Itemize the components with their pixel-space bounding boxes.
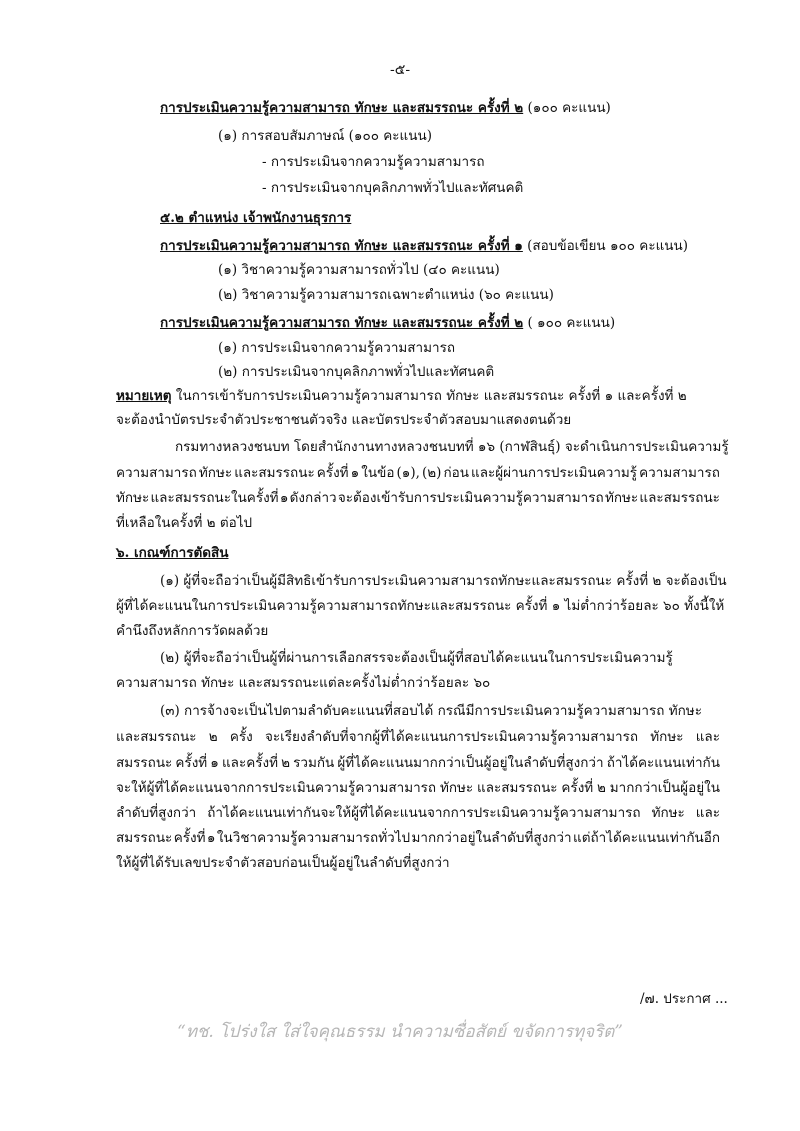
section-round2-heading: การประเมินความรู้ความสามารถ ทักษะ และสมรรถนะ ครั้งที่ ๒ bbox=[160, 100, 524, 116]
criteria-line: (๑) ผู้ที่จะถือว่าเป็นผู้มีสิทธิเข้ารับการประเมินความสามารถทักษะและสมรรถนะ ครั้งที่ ๒ จะต้องเป็น bbox=[160, 573, 727, 589]
criteria-line: ผู้ที่ได้คะแนนในการประเมินความรู้ความสามารถทักษะและสมรรถนะ ครั้งที่ ๑ ไม่ต่ำกว่าร้อยละ ๖๐ ทั้งนี้ให้ bbox=[116, 598, 725, 614]
criteria-line: และสมรรถนะ ๒ ครั้ง จะเรียงลำดับที่จากผู้ที่ได้คะแนนการประเมินความรู้ความสามารถ ทักษะ และ bbox=[116, 729, 720, 745]
criteria-heading: ๖. เกณฑ์การตัดสิน bbox=[116, 545, 229, 561]
continuation-marker: /๗. ประกาศ ... bbox=[640, 991, 728, 1007]
section-round2-score: (๑๐๐ คะแนน) bbox=[527, 100, 611, 116]
position-round2-item: (๒) การประเมินจากบุคลิกภาพทั่วไปและทัศนคติ bbox=[218, 364, 495, 380]
criteria-line: (๓) การจ้างจะเป็นไปตามลำดับคะแนนที่สอบได้ กรณีมีการประเมินความรู้ความสามารถ ทักษะ bbox=[160, 703, 702, 719]
position-round1-item: (๒) วิชาความรู้ความสามารถเฉพาะตำแหน่ง (๖๐ คะแนน) bbox=[218, 287, 554, 303]
page-number: -๕- bbox=[390, 62, 411, 78]
position-round2-score: ( ๑๐๐ คะแนน) bbox=[527, 315, 616, 331]
note-label: หมายเหตุ bbox=[116, 388, 172, 404]
criteria-line: ความสามารถ ทักษะ และสมรรถนะแต่ละครั้งไม่ต่ำกว่าร้อยละ ๖๐ bbox=[116, 675, 491, 691]
position-round2-item: (๑) การประเมินจากความรู้ความสามารถ bbox=[218, 340, 456, 356]
criteria-line: ลำดับที่สูงกว่า ถ้าได้คะแนนเท่ากันจะให้ผู้ที่ได้คะแนนจากการประเมินความรู้ความสามารถ ทักษะ และ bbox=[116, 805, 720, 821]
paragraph-line: ทักษะ และสมรรถนะในครั้งที่ ๑ ดังกล่าว จะต้องเข้ารับการประเมินความรู้ความสามารถ ทักษะ และสมรรถนะ bbox=[116, 490, 720, 506]
criteria-line: ให้ผู้ที่ได้รับเลขประจำตัวสอบก่อนเป็นผู้อยู่ในลำดับที่สูงกว่า bbox=[116, 855, 450, 871]
paragraph-line: ความสามารถ ทักษะ และสมรรถนะ ครั้งที่ ๑ ในข้อ (๑), (๒) ก่อน และผู้ผ่านการประเมินความรู้ ความสามารถ bbox=[116, 465, 720, 481]
interview-sub-item: - การประเมินจากความรู้ความสามารถ bbox=[262, 154, 485, 170]
position-round1 bbox=[160, 240, 688, 254]
note-text: ในการเข้ารับการประเมินความรู้ความสามารถ ทักษะ และสมรรถนะ ครั้งที่ ๑ และครั้งที่ ๒ bbox=[175, 388, 687, 404]
position-round1-heading: การประเมินความรู้ความสามารถ ทักษะ และสมรรถนะ ครั้งที่ ๑ bbox=[160, 238, 523, 254]
position-round2 bbox=[160, 317, 615, 331]
position-round1-score: (สอบข้อเขียน ๑๐๐ คะแนน) bbox=[527, 238, 688, 254]
interview-sub-item: - การประเมินจากบุคลิกภาพทั่วไปและทัศนคติ bbox=[262, 180, 524, 196]
footer-slogan: “ทช. โปร่งใส ใส่ใจคุณธรรม นำความซื่อสัตย์ ขจัดการทุจริต” bbox=[177, 1022, 623, 1042]
position-heading: ๕.๒ ตำแหน่ง เจ้าพนักงานธุรการ bbox=[160, 210, 352, 226]
position-round2-heading: การประเมินความรู้ความสามารถ ทักษะ และสมรรถนะ ครั้งที่ ๒ bbox=[160, 315, 524, 331]
criteria-line: (๒) ผู้ที่จะถือว่าเป็นผู้ที่ผ่านการเลือกสรรจะต้องเป็นผู้ที่สอบได้คะแนนในการประเมินความรู้ bbox=[160, 650, 673, 666]
paragraph-line: กรมทางหลวงชนบท โดยสำนักงานทางหลวงชนบทที่ ๑๖ (กาฬสินธุ์) จะดำเนินการประเมินความรู้ bbox=[175, 439, 729, 455]
section-round2 bbox=[160, 102, 611, 116]
paragraph-line: ที่เหลือในครั้งที่ ๒ ต่อไป bbox=[116, 515, 253, 531]
criteria-line: คำนึงถึงหลักการวัดผลด้วย bbox=[116, 623, 269, 639]
interview-item: (๑) การสอบสัมภาษณ์ (๑๐๐ คะแนน) bbox=[218, 128, 432, 144]
note-line bbox=[116, 390, 687, 404]
criteria-line: จะให้ผู้ที่ได้คะแนนจากการประเมินความรู้ความสามารถ ทักษะ และสมรรถนะ ครั้งที่ ๒ มากกว่าเป็นผู้อยู่ใน bbox=[116, 780, 720, 796]
criteria-line: สมรรถนะ ครั้งที่ ๑ และครั้งที่ ๒ รวมกัน ผู้ที่ได้คะแนนมากกว่าเป็นผู้อยู่ในลำดับที่สูงกว่า ถ้าได้คะแนนเท่ากัน bbox=[116, 755, 720, 771]
criteria-line: สมรรถนะ ครั้งที่ ๑ ในวิชาความรู้ความสามารถทั่วไป มากกว่าอยู่ในลำดับที่สูงกว่า แต่ถ้าได้คะแนนเท่ากันอีก bbox=[116, 830, 720, 846]
position-round1-item: (๑) วิชาความรู้ความสามารถทั่วไป (๔๐ คะแนน) bbox=[218, 262, 500, 278]
note-line: จะต้องนำบัตรประจำตัวประชาชนตัวจริง และบัตรประจำตัวสอบมาแสดงตนด้วย bbox=[116, 412, 572, 428]
